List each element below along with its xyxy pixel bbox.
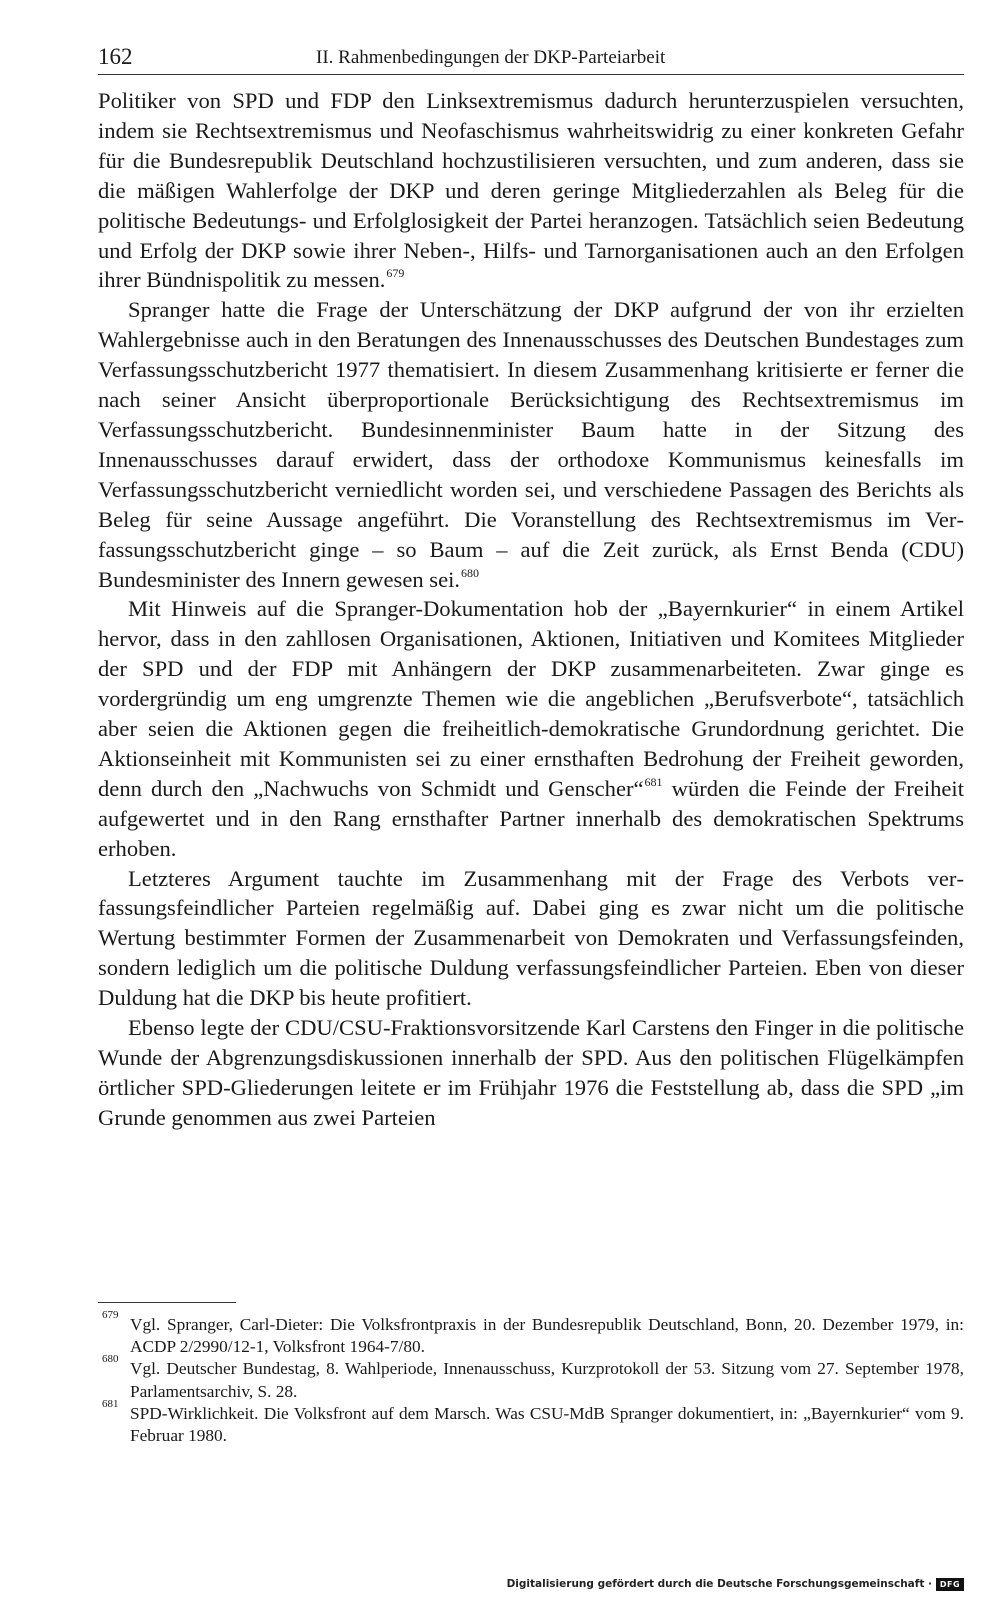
- paragraph: [98, 1013, 964, 1133]
- footnote-number: 681: [102, 1397, 119, 1410]
- paragraph: [98, 594, 964, 863]
- paragraph: [98, 295, 964, 594]
- running-head: II. Rahmenbedingungen der DKP-Parteiarbeit: [316, 47, 666, 68]
- footnote-text: Vgl. Spranger, Carl-Dieter: Die Volksfrontpraxis in der Bundesrepublik Deutschland, Bonn, 20. Dezember 1979, in: ACDP 2/2990/12-1, Volksfront 1964-7/80.: [130, 1315, 964, 1357]
- paragraph-text: Mit Hinweis auf die Spranger-Dokumentation hob der „Bayernkurier“ in einem Artikel hervor, dass in den zahllosen Organisationen, Aktionen, Initiativen und Komitees Mitglieder der SPD und der FDP mit Anhängern der DKP zusammenarbeiteten. Zwar ginge es vordergründig um eng umgrenzte Themen wie die angeblichen „Berufsverbote“, tatsächlich aber seien die Aktionen gegen die freiheitlich-demokratische Grundordnung gerichtet. Die Aktionseinheit mit Kommunisten sei zu einer ernsthaften Bedrohung der Freiheit geworden, denn durch den „Nachwuchs von Schmidt und Genscher“: [98, 596, 964, 801]
- footnote: [98, 1353, 964, 1402]
- page-header: [98, 44, 964, 75]
- paragraph-text: Letzteres Argument tauchte im Zusammenhang mit der Frage des Verbots verfassungsfeindlicher Parteien regelmäßig auf. Dabei ging es zwar nicht um die politische Wertung bestimmter Formen der Zusammenarbeit von Demokraten und Verfassungsfeinden, sondern lediglich um die politische Duldung verfassungsfeindlicher Parteien. Eben von dieser Duldung hat die DKP bis heute profitiert.: [98, 865, 964, 1011]
- footnote-separator: [98, 1302, 236, 1303]
- paragraph-text: Politiker von SPD und FDP den Linksextremismus dadurch herunterzuspielen versuchten, indem sie Rechtsextremismus und Neofaschismus wahrheitswidrig zu einer konkreten Gefahr für die Bundesrepublik Deutschland hochzustilisieren versuchten, und zum anderen, dass sie die mäßigen Wahlerfolge der DKP und deren geringe Mitgliederzahlen als Beleg für die politische Bedeutungs- und Erfolglosigkeit der Partei heranzogen. Tatsächlich seien Bedeutung und Erfolg der DKP sowie ihrer Neben-, Hilfs- und Tarnorganisationen auch an den Erfolgen ihrer Bündnispolitik zu messen.: [98, 88, 964, 293]
- dfg-logo: DFG: [936, 1578, 964, 1591]
- paragraph: [98, 864, 964, 1014]
- footnote: [98, 1309, 964, 1358]
- paragraph-text-continued: würden die Feinde der Freiheit aufgewertet und in den Rang ernsthafter Partner innerhalb des demokratischen Spektrums erhoben.: [98, 775, 964, 861]
- footnote-reference: 680: [461, 565, 480, 580]
- footnote-text: SPD-Wirklichkeit. Die Volksfront auf dem Marsch. Was CSU-MdB Spranger dokumentiert, in: „Bayernkurier“ vom 9. Februar 1980.: [130, 1403, 964, 1446]
- body-text: [98, 86, 964, 1133]
- footnote-text: Vgl. Deutscher Bundestag, 8. Wahlperiode, Innenausschuss, Kurzprotokoll der 53. Sitzung vom 27. September 1978, Parlamentsarchiv, S. 28.: [130, 1359, 964, 1401]
- digitization-credit: [507, 1577, 964, 1591]
- digitization-credit-text: Digitalisierung gefördert durch die Deutsche Forschungsgemeinschaft ·: [506, 1578, 932, 1590]
- footnote-reference: 681: [644, 774, 663, 789]
- footnote-number: 679: [102, 1309, 119, 1321]
- paragraph-text: Ebenso legte der CDU/CSU-Fraktionsvorsitzende Karl Carstens den Finger in die politische Wunde der Abgrenzungsdiskussionen innerhalb der SPD. Aus den politischen Flügelkämpfen örtlicher SPD-Gliederungen leitete er im Frühjahr 1976 die Feststellung ab, dass die SPD „im Grunde genommen aus zwei Parteien: [98, 1015, 964, 1130]
- footnotes: [98, 1309, 964, 1447]
- page-number: 162: [98, 44, 133, 69]
- paragraph-text: Spranger hatte die Frage der Unterschätzung der DKP aufgrund der von ihr erzielten Wahlergebnisse auch in den Beratungen des Innenausschusses des Deutschen Bundestages zum Verfassungsschutzbericht 1977 thematisiert. In diesem Zusammenhang kritisierte er ferner die nach seiner Ansicht überproportionale Berücksichtigung des Rechtsextremismus im Verfassungsschutzbericht. Bundesinnenminister Baum hatte in der Sitzung des Innenausschusses darauf erwidert, dass der orthodoxe Kommunismus keinesfalls im Verfassungsschutzbericht verniedlicht worden sei, und verschiedene Passagen des Berichts als Beleg für seine Aussage angeführt. Die Voranstellung des Rechtsextremismus im Verfassungsschutzbericht ginge – so Baum – auf die Zeit zurück, als Ernst Benda (CDU) Bundesminister des Innern gewesen sei.: [98, 297, 964, 592]
- footnote-number: 680: [102, 1353, 119, 1366]
- paragraph: [98, 86, 964, 295]
- footnote: [98, 1397, 964, 1447]
- footnote-reference: 679: [386, 266, 405, 281]
